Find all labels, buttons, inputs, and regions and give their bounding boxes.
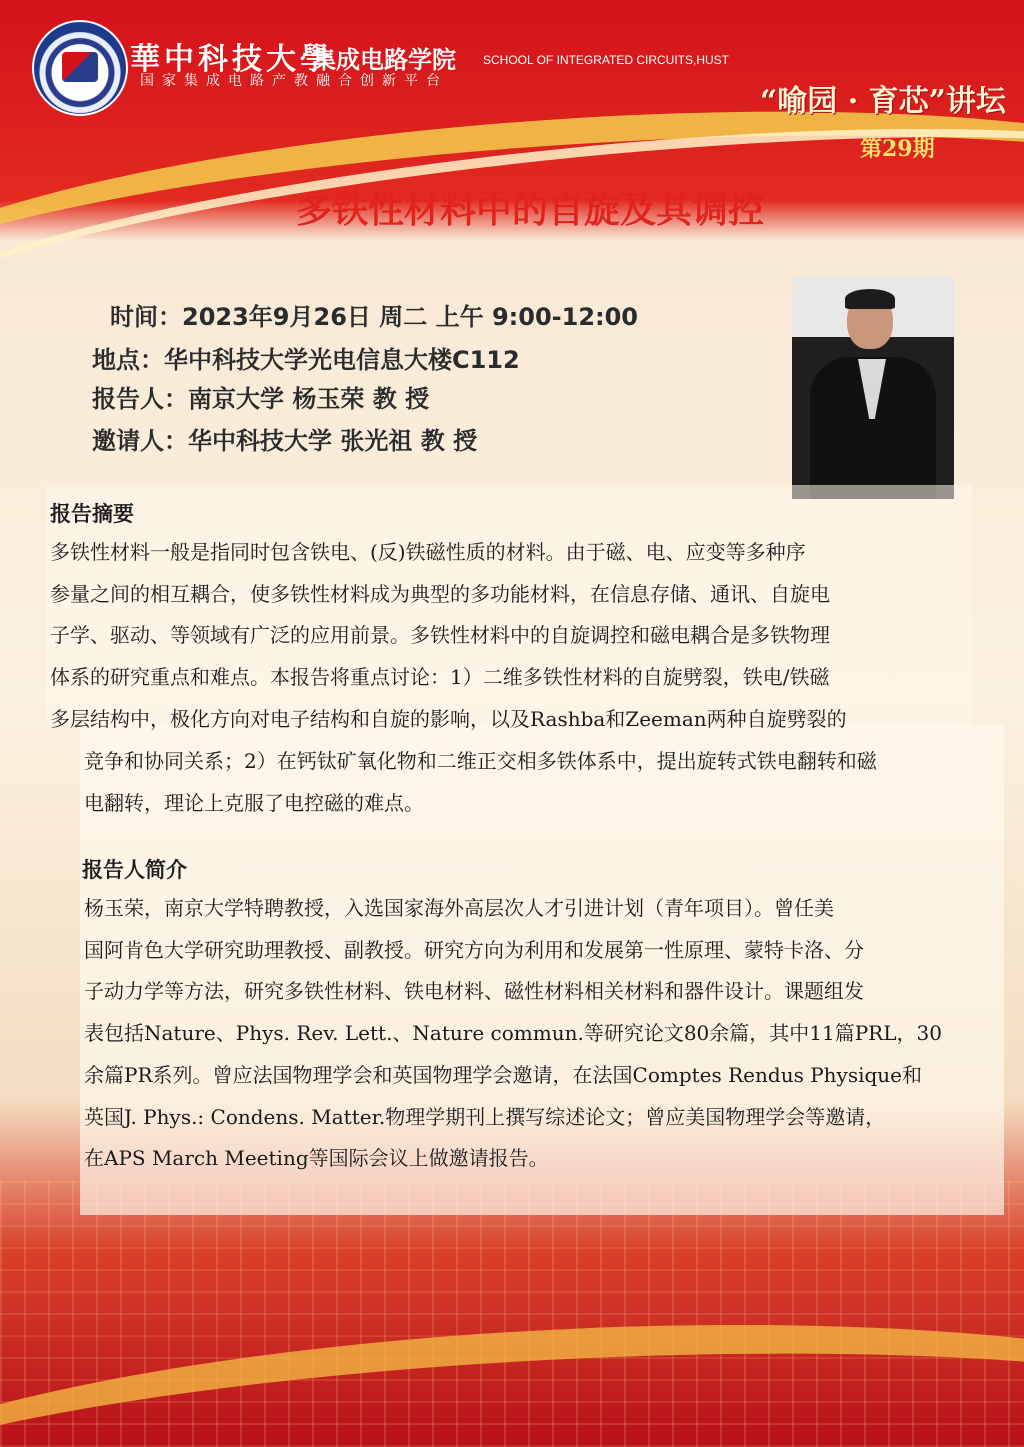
bio-line: 余篇PR系列。曾应法国物理学会和英国物理学会邀请，在法国Comptes Rendus Physique和: [84, 1062, 923, 1087]
university-logo: [32, 20, 128, 116]
abstract-heading: 报告摘要: [50, 502, 134, 526]
forum-name: “喻园 · 育芯”讲坛: [760, 84, 1006, 119]
bio-heading: 报告人简介: [82, 858, 187, 882]
bio-line: 子动力学等方法，研究多铁性材料、铁电材料、磁性材料相关材料和器件设计。课题组发: [84, 979, 864, 1004]
photo-hair: [845, 289, 895, 309]
abstract-line: 参量之间的相互耦合，使多铁性材料成为典型的多功能材料，在信息存储、通讯、自旋电: [50, 581, 830, 606]
abstract-line: 电翻转，理论上克服了电控磁的难点。: [84, 790, 424, 815]
school-name-english: SCHOOL OF INTEGRATED CIRCUITS,HUST: [483, 53, 730, 67]
abstract-line: 子学、驱动、等领域有广泛的应用前景。多铁性材料中的自旋调控和磁电耦合是多铁物理: [50, 623, 830, 648]
bio-line: 表包括Nature、Phys. Rev. Lett.、Nature commun.等研究论文80余篇，其中11篇PRL，30: [84, 1021, 942, 1046]
bio-text: [84, 888, 1000, 1180]
school-name: 集成电路学院: [312, 46, 456, 74]
abstract-line: 竞争和协同关系；2）在钙钛矿氧化物和二维正交相多铁体系中，提出旋转式铁电翻转和磁: [84, 749, 877, 773]
lecture-title: 多铁性材料中的自旋及其调控: [295, 190, 764, 231]
info-time: 时间：2023年9月26日 周二 上午 9:00-12:00: [110, 303, 639, 331]
info-inviter: 邀请人：华中科技大学 张光祖 教 授: [92, 427, 478, 455]
speaker-photo: [792, 277, 954, 499]
university-name: 華中科技大學: [130, 42, 334, 77]
info-speaker: 报告人：南京大学 杨玉荣 教 授: [92, 385, 430, 413]
abstract-line: 体系的研究重点和难点。本报告将重点讨论：1）二维多铁性材料的自旋劈裂，铁电/铁磁: [50, 665, 830, 690]
abstract-text: [50, 532, 968, 741]
logo-emblem-icon: [62, 52, 98, 82]
bio-line: 杨玉荣，南京大学特聘教授，入选国家海外高层次人才引进计划（青年项目）。曾任美: [84, 896, 834, 920]
abstract-line: 多铁性材料一般是指同时包含铁电、(反)铁磁性质的材料。由于磁、电、应变等多种序: [50, 540, 806, 564]
bio-line: 英国J. Phys.: Condens. Matter.物理学期刊上撰写综述论文；曾应美国物理学会等邀请，: [84, 1104, 886, 1129]
info-location: 地点：华中科技大学光电信息大楼C112: [92, 346, 520, 374]
issue-number: 第29期: [860, 136, 935, 162]
bio-line: 在APS March Meeting等国际会议上做邀请报告。: [84, 1146, 549, 1171]
abstract-text-continued: [84, 741, 1000, 824]
abstract-line: 多层结构中，极化方向对电子结构和自旋的影响，以及Rashba和Zeeman两种自旋劈裂的: [50, 706, 847, 731]
bio-line: 国阿肯色大学研究助理教授、副教授。研究方向为利用和发展第一性原理、蒙特卡洛、分: [84, 937, 864, 962]
platform-name: 国家集成电路产教融合创新平台: [140, 73, 448, 89]
